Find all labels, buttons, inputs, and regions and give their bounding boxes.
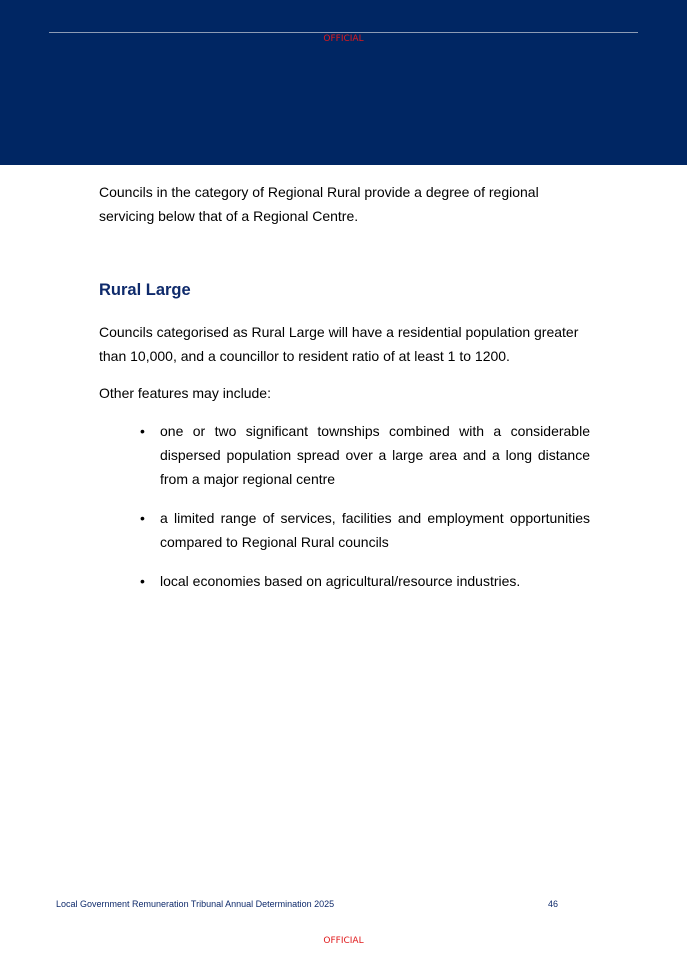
features-list — [140, 419, 590, 608]
section-heading: Rural Large — [99, 281, 191, 299]
classification-label-top: OFFICIAL — [323, 34, 364, 44]
bullet-icon: • — [140, 573, 145, 589]
intro-paragraph-text: Councils in the category of Regional Rural provide a degree of regional servicing below that of a Regional Centre. — [99, 184, 539, 224]
rural-large-paragraph — [99, 320, 590, 368]
intro-paragraph — [99, 180, 590, 228]
list-item-text: one or two significant townships combined with a considerable dispersed population spread over a large area and a long distance from a major regional centre — [160, 423, 590, 487]
features-intro-text: Other features may include: — [99, 385, 271, 401]
list-item-text: local economies based on agricultural/resource industries. — [160, 573, 521, 589]
list-item — [140, 506, 590, 554]
bullet-icon: • — [140, 510, 145, 526]
footer-document-title: Local Government Remuneration Tribunal Annual Determination 2025 — [56, 899, 335, 909]
footer-page-number: 46 — [548, 899, 559, 909]
rural-large-paragraph-text: Councils categorised as Rural Large will have a residential population greater than 10,000, and a councillor to resident ratio of at least 1 to 1200. — [99, 324, 579, 364]
features-intro — [99, 381, 590, 405]
header-band — [0, 0, 687, 165]
classification-label-bottom: OFFICIAL — [323, 936, 364, 946]
bullet-icon: • — [140, 423, 145, 439]
list-item — [140, 419, 590, 491]
list-item — [140, 569, 590, 593]
list-item-text: a limited range of services, facilities and employment opportunities compared to Regional Rural councils — [160, 510, 590, 550]
